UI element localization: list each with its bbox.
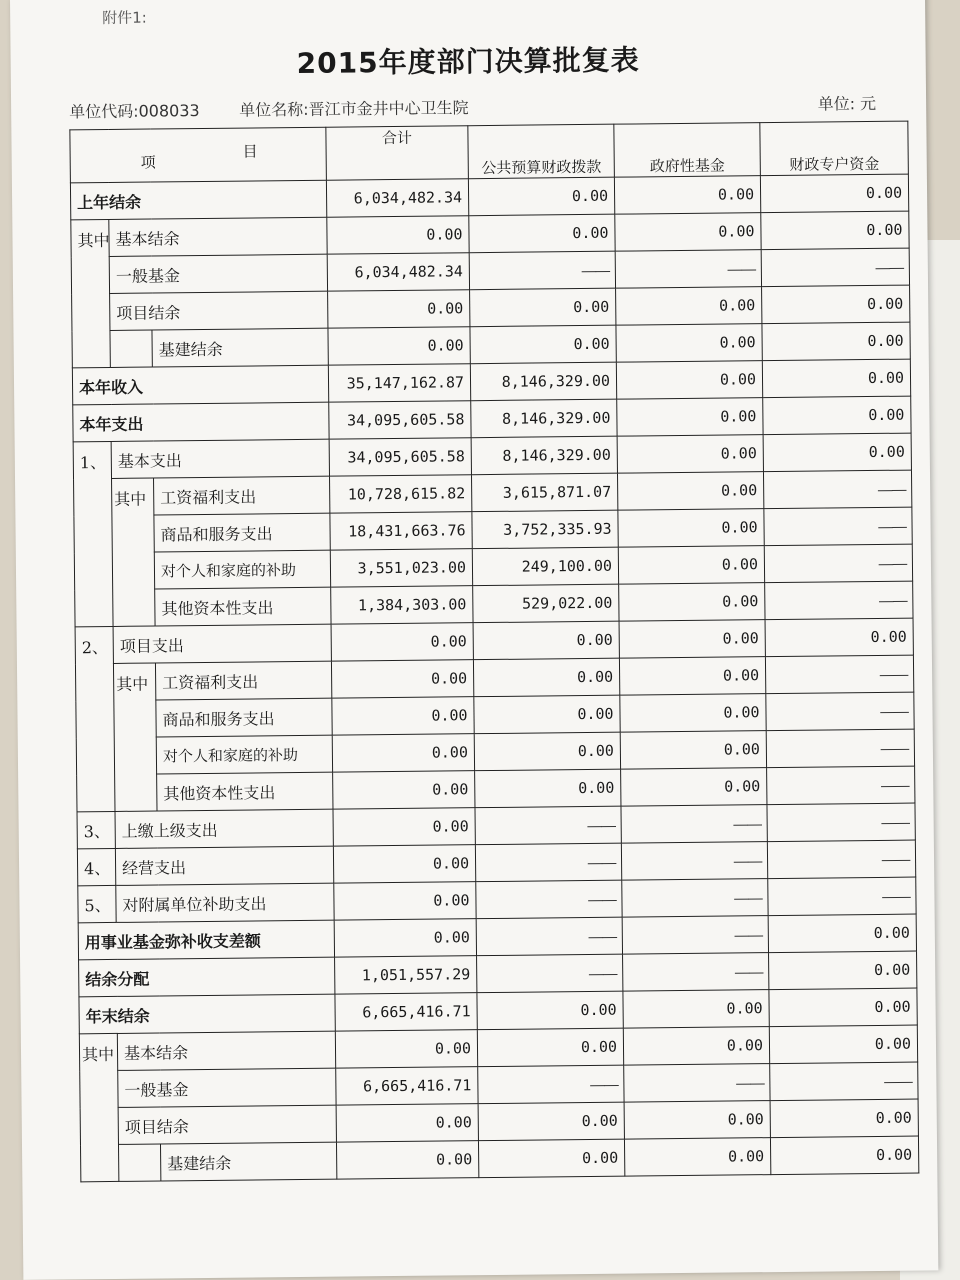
amount-cell: 0.00: [334, 882, 476, 920]
row-label: 商品和服务支出: [156, 698, 332, 737]
amount-cell: 0.00: [765, 618, 913, 657]
amount-cell: 0.00: [620, 694, 766, 733]
row-label: 结余分配: [79, 957, 335, 997]
amount-cell: 0.00: [477, 991, 623, 1030]
row-label: 用事业基金弥补收支差额: [78, 920, 334, 960]
empty-cell: ——: [764, 507, 912, 546]
amount-cell: 0.00: [619, 620, 765, 659]
row-label: 基本结余: [109, 217, 327, 256]
empty-cell: ——: [623, 953, 769, 992]
row-label: 工资福利支出: [155, 661, 331, 700]
amount-cell: 0.00: [762, 359, 910, 398]
amount-cell: 0.00: [333, 845, 475, 883]
row-label: 年末结余: [79, 994, 335, 1034]
row-label: 经营支出: [115, 846, 333, 885]
row-label: 工资福利支出: [154, 476, 330, 515]
row-label: 基建结余: [152, 328, 328, 367]
empty-cell: ——: [767, 803, 915, 842]
amount-cell: 249,100.00: [472, 547, 618, 586]
row-label: 其中: [71, 219, 111, 367]
empty-cell: ——: [621, 805, 767, 844]
empty-cell: ——: [767, 840, 915, 879]
empty-cell: ——: [475, 806, 621, 845]
amount-cell: 0.00: [473, 621, 619, 660]
col-item: 项 目: [70, 127, 327, 183]
empty-cell: ——: [765, 581, 913, 620]
amount-cell: 529,022.00: [473, 584, 619, 623]
row-label: 对个人和家庭的补助: [154, 550, 330, 589]
amount-cell: 10,728,615.82: [330, 475, 472, 513]
table-header: [70, 121, 909, 183]
page-title: 2015年度部门决算批复表: [296, 43, 640, 81]
amount-cell: 0.00: [768, 914, 916, 953]
amount-cell: 0.00: [469, 214, 615, 253]
amount-cell: 0.00: [623, 990, 769, 1029]
row-label: 基本支出: [111, 439, 329, 478]
amount-cell: 0.00: [328, 290, 470, 328]
amount-cell: 0.00: [332, 734, 474, 772]
amount-cell: 0.00: [616, 324, 762, 363]
amount-cell: 0.00: [333, 771, 475, 809]
col-total: 合计: [326, 126, 469, 180]
empty-cell: ——: [615, 250, 761, 289]
row-label: 1、: [73, 441, 113, 626]
amount-cell: 0.00: [763, 396, 911, 435]
empty-cell: ——: [763, 470, 911, 509]
row-label: 项目结余: [110, 291, 328, 330]
amount-cell: 0.00: [478, 1139, 624, 1178]
amount-cell: 0.00: [770, 1136, 918, 1175]
amount-cell: 0.00: [335, 1030, 477, 1068]
row-label: 3、: [77, 811, 115, 848]
empty-cell: ——: [478, 1065, 624, 1104]
amount-cell: [118, 1144, 160, 1181]
annex-label: 附件1:: [102, 8, 147, 28]
row-label: 一般基金: [109, 254, 327, 293]
amount-cell: 34,095,605.58: [329, 438, 471, 476]
amount-cell: 0.00: [760, 174, 908, 213]
amount-cell: 0.00: [762, 285, 910, 324]
empty-cell: ——: [767, 766, 915, 805]
row-label: 其中: [112, 478, 156, 626]
amount-cell: 0.00: [618, 546, 764, 585]
amount-cell: 0.00: [332, 697, 474, 735]
row-label: 上缴上级支出: [115, 809, 333, 848]
amount-cell: 0.00: [327, 216, 469, 254]
empty-cell: ——: [475, 843, 621, 882]
amount-cell: 0.00: [624, 1138, 770, 1177]
amount-cell: 0.00: [620, 731, 766, 770]
empty-cell: ——: [476, 917, 622, 956]
row-label: 4、: [77, 848, 115, 885]
empty-cell: ——: [476, 880, 622, 919]
amount-cell: 0.00: [763, 433, 911, 472]
amount-cell: 0.00: [470, 325, 616, 364]
amount-cell: 0.00: [761, 211, 909, 250]
empty-cell: ——: [477, 954, 623, 993]
row-label: 基建结余: [160, 1142, 336, 1181]
amount-cell: 0.00: [336, 1104, 478, 1142]
amount-cell: 0.00: [769, 988, 917, 1027]
row-label: 对附属单位补助支出: [116, 883, 334, 922]
col-special-fund: 财政专户资金: [760, 121, 909, 176]
amount-cell: 0.00: [762, 322, 910, 361]
row-label: 对个人和家庭的补助: [156, 735, 332, 774]
amount-cell: 0.00: [621, 768, 767, 807]
amount-cell: 0.00: [336, 1141, 478, 1179]
amount-cell: 0.00: [331, 623, 473, 661]
amount-cell: 3,615,871.07: [472, 473, 618, 512]
empty-cell: ——: [469, 251, 615, 290]
amount-cell: 35,147,162.87: [328, 364, 470, 402]
row-label: 上年结余: [70, 180, 326, 220]
amount-cell: 34,095,605.58: [329, 401, 471, 439]
amount-cell: 0.00: [616, 287, 762, 326]
amount-cell: 0.00: [334, 919, 476, 957]
amount-cell: 0.00: [328, 327, 470, 365]
empty-cell: ——: [622, 879, 768, 918]
amount-cell: 6,034,482.34: [327, 253, 469, 291]
amount-cell: 1,051,557.29: [335, 956, 477, 994]
amount-cell: [110, 330, 152, 367]
amount-cell: 0.00: [473, 658, 619, 697]
amount-cell: 0.00: [615, 213, 761, 252]
amount-cell: 0.00: [477, 1028, 623, 1067]
amount-cell: 0.00: [468, 177, 614, 216]
row-label: 2、: [75, 626, 115, 811]
empty-cell: ——: [624, 1064, 770, 1103]
row-label: 一般基金: [118, 1068, 336, 1107]
amount-cell: 0.00: [475, 769, 621, 808]
amount-cell: 1,384,303.00: [331, 586, 473, 624]
unit-code: 单位代码:008033: [69, 101, 200, 122]
row-label: 项目结余: [118, 1105, 336, 1144]
row-label: 本年支出: [73, 402, 329, 442]
empty-cell: ——: [621, 842, 767, 881]
row-label: 商品和服务支出: [154, 513, 330, 552]
col-public-budget: 公共预算财政拨款: [468, 124, 615, 179]
amount-cell: 6,034,482.34: [326, 179, 468, 217]
row-label: 其中: [79, 1033, 119, 1181]
amount-cell: 8,146,329.00: [471, 399, 617, 438]
amount-cell: 8,146,329.00: [471, 436, 617, 475]
amount-cell: 0.00: [618, 509, 764, 548]
col-gov-fund: 政府性基金: [614, 123, 761, 178]
amount-cell: 0.00: [624, 1101, 770, 1140]
amount-cell: 0.00: [617, 435, 763, 474]
amount-cell: 3,752,335.93: [472, 510, 618, 549]
row-label: 项目支出: [113, 624, 331, 663]
table-row: [80, 1136, 918, 1182]
amount-cell: 0.00: [619, 583, 765, 622]
amount-cell: 0.00: [616, 361, 762, 400]
amount-cell: 0.00: [623, 1027, 769, 1066]
empty-cell: ——: [766, 692, 914, 731]
row-label: 其他资本性支出: [155, 587, 331, 626]
amount-cell: 0.00: [470, 288, 616, 327]
amount-cell: 18,431,663.76: [330, 512, 472, 550]
amount-cell: 0.00: [474, 695, 620, 734]
empty-cell: ——: [622, 916, 768, 955]
empty-cell: ——: [770, 1062, 918, 1101]
amount-cell: 0.00: [331, 660, 473, 698]
row-label: 其中: [113, 663, 157, 811]
row-label: 其他资本性支出: [157, 772, 333, 811]
empty-cell: ——: [761, 248, 909, 287]
empty-cell: ——: [768, 877, 916, 916]
document-page: [10, 0, 938, 1280]
row-label: 本年收入: [72, 365, 328, 405]
empty-cell: ——: [764, 544, 912, 583]
empty-cell: ——: [765, 655, 913, 694]
budget-table: [69, 121, 919, 1183]
empty-cell: ——: [766, 729, 914, 768]
amount-cell: 0.00: [333, 808, 475, 846]
row-label: 5、: [78, 885, 116, 922]
amount-cell: 0.00: [478, 1102, 624, 1141]
amount-cell: 6,665,416.71: [336, 1067, 478, 1105]
amount-cell: 8,146,329.00: [470, 362, 616, 401]
amount-cell: 0.00: [619, 657, 765, 696]
row-label: 基本结余: [117, 1031, 335, 1070]
amount-cell: 0.00: [614, 176, 760, 215]
amount-cell: 0.00: [769, 1025, 917, 1064]
amount-cell: 3,551,023.00: [330, 549, 472, 587]
amount-cell: 0.00: [618, 472, 764, 511]
amount-cell: 0.00: [769, 951, 917, 990]
unit-name: 单位名称:晋江市金井中心卫生院: [239, 98, 469, 120]
amount-cell: 0.00: [617, 398, 763, 437]
amount-cell: 6,665,416.71: [335, 993, 477, 1031]
amount-cell: 0.00: [474, 732, 620, 771]
currency-unit: 单位: 元: [817, 93, 877, 114]
amount-cell: 0.00: [770, 1099, 918, 1138]
